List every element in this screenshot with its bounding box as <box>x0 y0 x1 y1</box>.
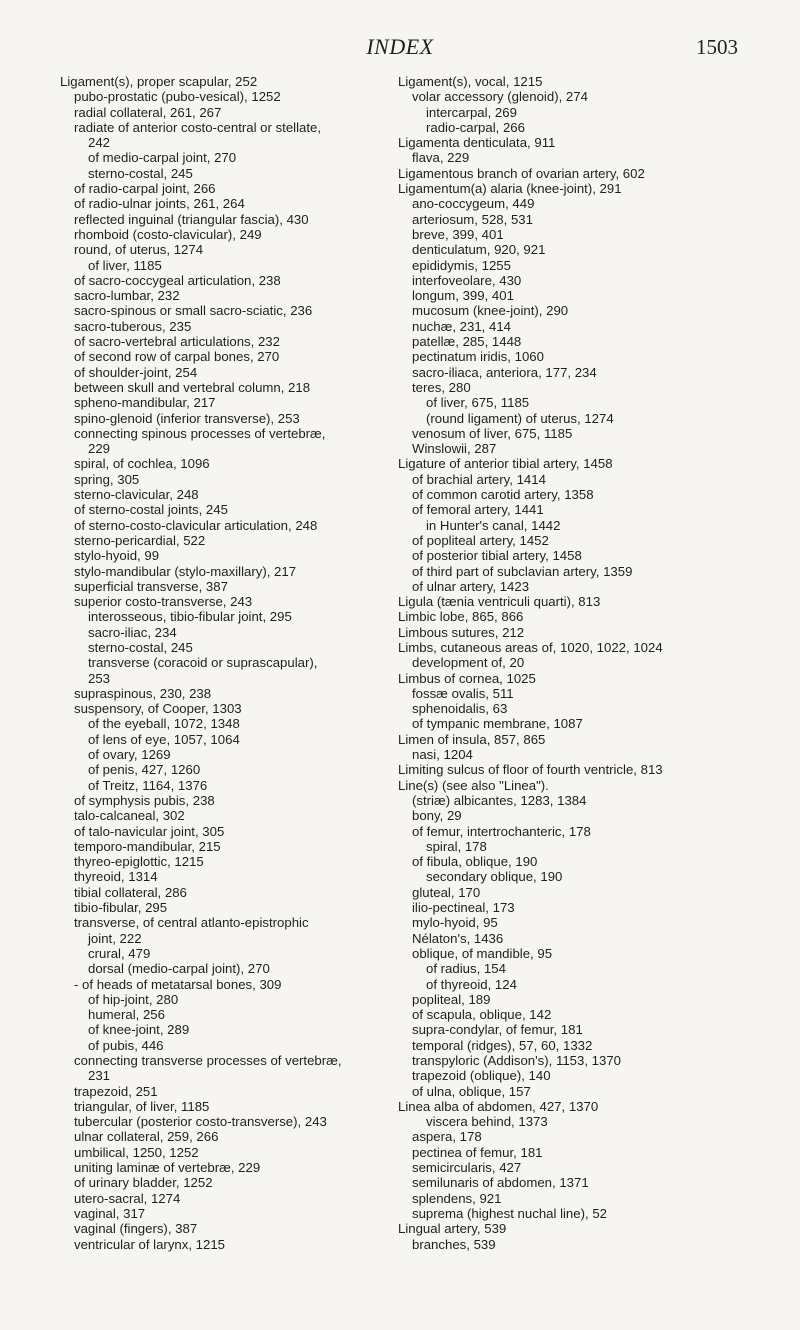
index-entry: sterno-clavicular, 248 <box>74 487 199 503</box>
index-entry: pectinea of femur, 181 <box>412 1144 543 1160</box>
index-entry: of ulna, oblique, 157 <box>412 1083 531 1099</box>
index-entry: pubo-prostatic (pubo-vesical), 1252 <box>74 89 281 105</box>
index-entry: sterno-costal, 245 <box>88 165 193 181</box>
index-entry: Limiting sulcus of floor of fourth ventricle, 813 <box>398 762 663 778</box>
index-column-right <box>398 74 738 1252</box>
index-entry: of sterno-costal joints, 245 <box>74 502 228 518</box>
index-entry: Lingual artery, 539 <box>398 1221 507 1237</box>
index-entry: Nélaton's, 1436 <box>412 930 504 946</box>
index-entry: round, of uterus, 1274 <box>74 242 204 258</box>
index-entry: of second row of carpal bones, 270 <box>74 349 280 365</box>
index-entry: Ligature of anterior tibial artery, 1458 <box>398 456 613 472</box>
index-entry: branches, 539 <box>412 1236 496 1252</box>
index-entry: spheno-mandibular, 217 <box>74 395 216 411</box>
index-entry: trapezoid (oblique), 140 <box>412 1068 551 1084</box>
index-entry: trapezoid, 251 <box>74 1083 158 1099</box>
index-entry: (round ligament) of uterus, 1274 <box>426 410 614 426</box>
index-entry: tubercular (posterior costo-transverse), 243 <box>74 1114 327 1130</box>
index-entry: supraspinous, 230, 238 <box>74 685 212 701</box>
index-entry: sacro-spinous or small sacro-sciatic, 236 <box>74 303 313 319</box>
index-entry: of the eyeball, 1072, 1348 <box>88 716 240 732</box>
index-entry: radiate of anterior costo-central or stellate, <box>74 119 322 135</box>
index-entry: transpyloric (Addison's), 1153, 1370 <box>412 1053 621 1068</box>
index-entry: Limbs, cutaneous areas of, 1020, 1022, 1024 <box>398 639 663 655</box>
index-entry: thyreo-epiglottic, 1215 <box>74 854 204 870</box>
index-entry: sterno-costal, 245 <box>88 639 193 655</box>
index-entry: bony, 29 <box>412 808 462 824</box>
index-entry: longum, 399, 401 <box>412 288 514 304</box>
index-entry: tibio-fibular, 295 <box>74 900 168 916</box>
index-entry: thyreoid, 1314 <box>74 869 158 885</box>
index-entry: in Hunter's canal, 1442 <box>426 517 561 533</box>
index-entry: of radius, 154 <box>426 961 506 977</box>
index-entry: mylo-hyoid, 95 <box>412 915 498 931</box>
index-entry: splendens, 921 <box>412 1190 502 1206</box>
index-entry: radial collateral, 261, 267 <box>74 104 222 120</box>
index-entry: connecting spinous processes of vertebræ, <box>74 425 326 441</box>
index-entry: superficial transverse, 387 <box>74 578 228 594</box>
index-entry: stylo-hyoid, 99 <box>74 548 160 564</box>
index-entry: semilunaris of abdomen, 1371 <box>412 1175 589 1191</box>
index-entry: of lens of eye, 1057, 1064 <box>88 731 240 747</box>
index-entry: of brachial artery, 1414 <box>412 471 546 487</box>
index-entry: suprema (highest nuchal line), 52 <box>412 1205 607 1221</box>
index-entry: of fibula, oblique, 190 <box>412 854 538 870</box>
index-entry: tibial collateral, 286 <box>74 884 187 900</box>
page-number: 1503 <box>696 35 738 59</box>
index-entry: nasi, 1204 <box>412 747 473 763</box>
index-entry: of symphysis pubis, 238 <box>74 792 215 808</box>
index-entry: dorsal (medio-carpal joint), 270 <box>88 961 270 977</box>
index-entry: of sterno-costo-clavicular articulation, 248 <box>74 517 318 533</box>
index-entry: transverse, of central atlanto-epistrophic <box>74 915 309 931</box>
index-entry: of femur, intertrochanteric, 178 <box>412 823 591 839</box>
index-entry: of ovary, 1269 <box>88 747 171 763</box>
index-entry: Winslowii, 287 <box>412 441 497 457</box>
index-entry: temporo-mandibular, 215 <box>74 838 221 854</box>
index-entry: Ligula (tænia ventriculi quarti), 813 <box>398 594 601 610</box>
index-entry: vaginal (fingers), 387 <box>74 1221 198 1237</box>
index-entry: humeral, 256 <box>88 1007 165 1023</box>
index-entry: of penis, 427, 1260 <box>88 762 201 778</box>
index-entry: Ligamenta denticulata, 911 <box>398 135 556 151</box>
index-entry: of common carotid artery, 1358 <box>412 487 594 503</box>
index-entry: viscera behind, 1373 <box>426 1114 548 1130</box>
index-column-left <box>60 74 390 1252</box>
index-entry: umbilical, 1250, 1252 <box>74 1144 199 1160</box>
index-entry: reflected inguinal (triangular fascia), 430 <box>74 211 309 227</box>
index-entry: secondary oblique, 190 <box>426 869 563 885</box>
index-entry: Ligamentum(a) alaria (knee-joint), 291 <box>398 181 622 197</box>
index-entry: oblique, of mandible, 95 <box>412 945 553 961</box>
index-entry: of scapula, oblique, 142 <box>412 1007 552 1023</box>
index-entry: vaginal, 317 <box>74 1205 146 1221</box>
index-entry: nuchæ, 231, 414 <box>412 318 511 334</box>
index-entry: ulnar collateral, 259, 266 <box>74 1129 219 1145</box>
index-entry: of shoulder-joint, 254 <box>74 364 198 380</box>
index-entry: stylo-mandibular (stylo-maxillary), 217 <box>74 563 297 579</box>
index-entry: Ligament(s), proper scapular, 252 <box>60 74 258 89</box>
index-entry: joint, 222 <box>88 930 142 946</box>
index-entry: spino-glenoid (inferior transverse), 253 <box>74 410 300 426</box>
index-entry: sacro-lumbar, 232 <box>74 288 180 304</box>
index-entry: Ligament(s), vocal, 1215 <box>398 74 543 89</box>
index-entry: of radio-ulnar joints, 261, 264 <box>74 196 245 212</box>
index-entry: 242 <box>88 135 111 151</box>
index-entry: ilio-pectineal, 173 <box>412 900 515 916</box>
index-entry: sacro-tuberous, 235 <box>74 318 192 334</box>
index-entry: uniting laminæ of vertebræ, 229 <box>74 1160 261 1176</box>
index-entry: spring, 305 <box>74 471 140 487</box>
index-entry: popliteal, 189 <box>412 991 491 1007</box>
index-entry: talo-calcaneal, 302 <box>74 808 185 824</box>
index-entry: of femoral artery, 1441 <box>412 502 544 518</box>
index-entry: Limbous sutures, 212 <box>398 624 525 640</box>
index-entry: semicircularis, 427 <box>412 1160 522 1176</box>
page-header <box>0 34 800 64</box>
index-entry: interosseous, tibio-fibular joint, 295 <box>88 609 292 625</box>
index-entry: sterno-pericardial, 522 <box>74 532 206 548</box>
index-entry: temporal (ridges), 57, 60, 1332 <box>412 1037 593 1053</box>
index-entry: triangular, of liver, 1185 <box>74 1098 210 1114</box>
index-entry: of tympanic membrane, 1087 <box>412 716 583 732</box>
index-entry: patellæ, 285, 1448 <box>412 334 522 350</box>
index-entry: rhomboid (costo-clavicular), 249 <box>74 226 262 242</box>
index-entry: pectinatum iridis, 1060 <box>412 349 544 365</box>
index-entry: teres, 280 <box>412 379 471 395</box>
index-entry: supra-condylar, of femur, 181 <box>412 1022 583 1038</box>
index-entry: of talo-navicular joint, 305 <box>74 823 225 839</box>
index-entry: of liver, 675, 1185 <box>426 395 530 411</box>
index-entry: sphenoidalis, 63 <box>412 701 508 717</box>
index-entry: sacro-iliac, 234 <box>88 624 177 640</box>
index-entry: of posterior tibial artery, 1458 <box>412 548 582 564</box>
index-entry: ventricular of larynx, 1215 <box>74 1236 225 1252</box>
index-entry: epididymis, 1255 <box>412 257 511 273</box>
index-entry: flava, 229 <box>412 150 470 166</box>
index-entry: mucosum (knee-joint), 290 <box>412 303 569 319</box>
index-entry: utero-sacral, 1274 <box>74 1190 181 1206</box>
index-entry: aspera, 178 <box>412 1129 482 1145</box>
index-entry: - of heads of metatarsal bones, 309 <box>74 976 282 992</box>
index-entry: of Treitz, 1164, 1376 <box>88 777 208 793</box>
index-entry: of sacro-coccygeal articulation, 238 <box>74 272 281 288</box>
index-entry: of third part of subclavian artery, 1359 <box>412 563 633 579</box>
index-entry: of medio-carpal joint, 270 <box>88 150 237 166</box>
index-entry: fossæ ovalis, 511 <box>412 685 514 701</box>
index-entry: Limen of insula, 857, 865 <box>398 731 546 747</box>
index-entry: Limbus of cornea, 1025 <box>398 670 536 686</box>
index-entry: denticulatum, 920, 921 <box>412 242 546 258</box>
index-entry: interfoveolare, 430 <box>412 272 522 288</box>
index-entry: Linea alba of abdomen, 427, 1370 <box>398 1098 599 1114</box>
index-entry: Ligamentous branch of ovarian artery, 602 <box>398 165 645 181</box>
index-entry: crural, 479 <box>88 945 151 961</box>
index-entry: radio-carpal, 266 <box>426 119 525 135</box>
index-entry: of knee-joint, 289 <box>88 1022 190 1038</box>
index-entry: spiral, 178 <box>426 838 487 854</box>
index-entry: of urinary bladder, 1252 <box>74 1175 213 1191</box>
index-entry: of radio-carpal joint, 266 <box>74 181 216 197</box>
index-entry: 231 <box>88 1068 111 1084</box>
index-entry: ano-coccygeum, 449 <box>412 196 535 212</box>
index-entry: of hip-joint, 280 <box>88 991 179 1007</box>
index-entry: between skull and vertebral column, 218 <box>74 379 311 395</box>
index-entry: 253 <box>88 670 111 686</box>
index-entry: of pubis, 446 <box>88 1037 164 1053</box>
index-entry: sacro-iliaca, anteriora, 177, 234 <box>412 364 597 380</box>
index-entry: connecting transverse processes of vertebræ, <box>74 1053 342 1068</box>
index-entry: Limbic lobe, 865, 866 <box>398 609 524 625</box>
index-entry: of ulnar artery, 1423 <box>412 578 530 594</box>
index-entry: intercarpal, 269 <box>426 104 517 120</box>
index-entry: arteriosum, 528, 531 <box>412 211 533 227</box>
index-entry: Line(s) (see also "Linea"). <box>398 777 549 793</box>
index-entry: of liver, 1185 <box>88 257 162 273</box>
index-entry: gluteal, 170 <box>412 884 481 900</box>
page-title: INDEX <box>366 34 434 59</box>
index-entry: of popliteal artery, 1452 <box>412 532 549 548</box>
index-entry: transverse (coracoid or suprascapular), <box>88 655 318 671</box>
index-entry: superior costo-transverse, 243 <box>74 594 253 610</box>
index-entry: of thyreoid, 124 <box>426 976 517 992</box>
index-entry: breve, 399, 401 <box>412 226 504 242</box>
index-entry: venosum of liver, 675, 1185 <box>412 425 573 441</box>
index-entry: suspensory, of Cooper, 1303 <box>74 701 242 717</box>
index-entry: development of, 20 <box>412 655 525 671</box>
index-entry: spiral, of cochlea, 1096 <box>74 456 210 472</box>
index-entry: volar accessory (glenoid), 274 <box>412 89 588 105</box>
index-entry: 229 <box>88 441 111 457</box>
index-entry: of sacro-vertebral articulations, 232 <box>74 334 280 350</box>
index-entry: (striæ) albicantes, 1283, 1384 <box>412 792 587 808</box>
